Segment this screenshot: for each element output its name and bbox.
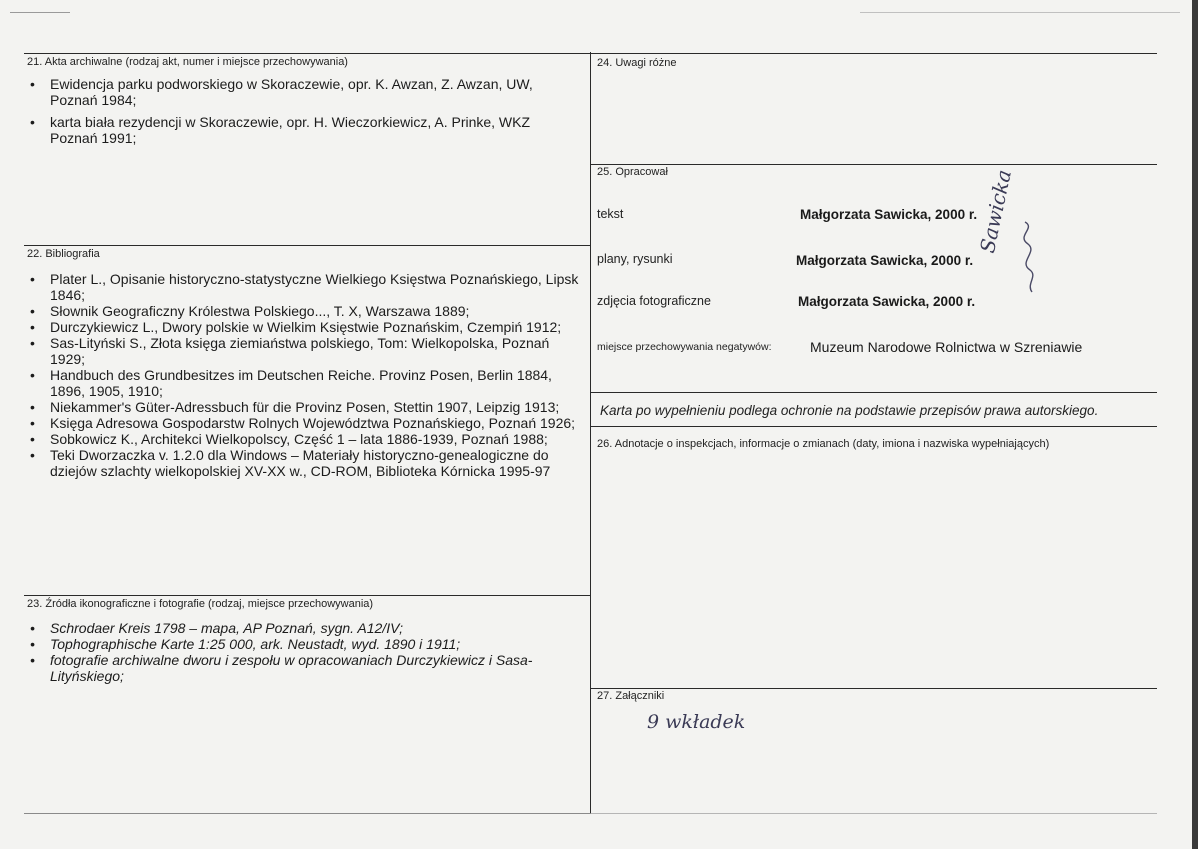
list-item: • Teki Dworzaczka v. 1.2.0 dla Windows – Materiały historyczno-genealogiczne do dziejów szlachty wielkopolskiej XV-XX w., CD-ROM, Biblioteka Kórnicka 1995-97	[26, 447, 581, 479]
negatives-location-value: Muzeum Narodowe Rolnictwa w Szreniawie	[810, 339, 1083, 355]
section-22-list	[26, 271, 581, 479]
author-row-photos-value: Małgorzata Sawicka, 2000 r.	[798, 294, 976, 309]
section-21-rule	[24, 53, 591, 54]
list-item: • fotografie archiwalne dworu i zespołu w opracowaniach Durczykiewicz i Sasa-Lityńskiego;	[26, 652, 556, 684]
section-27-label: 27. Załączniki	[597, 690, 665, 702]
section-25-label: 25. Opracował	[597, 166, 668, 178]
list-item: • Tophographische Karte 1:25 000, ark. Neustadt, wyd. 1890 i 1911;	[26, 636, 556, 652]
section-27-rule	[591, 688, 1157, 689]
author-row-plans-value: Małgorzata Sawicka, 2000 r.	[796, 253, 974, 268]
list-item: • Handbuch des Grundbesitzes im Deutschen Reiche. Provinz Posen, Berlin 1884, 1896, 1905, 1910;	[26, 367, 581, 399]
section-21-list	[26, 76, 571, 152]
section-21-label: 21. Akta archiwalne (rodzaj akt, numer i miejsce przechowywania)	[27, 56, 348, 68]
author-signature: Sawicka	[975, 167, 1017, 255]
top-faint-line-left	[10, 12, 70, 13]
list-item: • Sas-Lityński S., Złota księga ziemiaństwa polskiego, Tom: Wielkopolska, Poznań 1929;	[26, 335, 581, 367]
section-23-rule	[24, 595, 591, 596]
section-24-label: 24. Uwagi różne	[597, 57, 677, 69]
bottom-rule-right	[591, 813, 1157, 814]
author-row-text-value: Małgorzata Sawicka, 2000 r.	[800, 207, 978, 222]
section-25-rule	[591, 164, 1157, 165]
copyright-rule	[591, 392, 1157, 393]
list-item: • Słownik Geograficzny Królestwa Polskiego..., T. X, Warszawa 1889;	[26, 303, 581, 319]
list-item: • Ewidencja parku podworskiego w Skoraczewie, opr. K. Awzan, Z. Awzan, UW, Poznań 1984;	[26, 76, 571, 108]
list-item: • Sobkowicz K., Architekci Wielkopolscy, Część 1 – lata 1886-1939, Poznań 1988;	[26, 431, 581, 447]
list-item: • Niekammer's Güter-Adressbuch für die Provinz Posen, Stettin 1907, Leipzig 1913;	[26, 399, 581, 415]
section-24-rule	[591, 53, 1157, 54]
list-item: • karta biała rezydencji w Skoraczewie, opr. H. Wieczorkiewicz, A. Prinke, WKZ Poznań 1991;	[26, 114, 571, 146]
section-26-rule	[591, 426, 1157, 427]
author-row-plans-label: plany, rysunki	[597, 252, 673, 266]
section-26-label: 26. Adnotacje o inspekcjach, informacje o zmianach (daty, imiona i nazwiska wypełniających)	[597, 438, 1050, 450]
top-faint-line-right	[860, 12, 1180, 13]
section-22-rule	[24, 245, 591, 246]
negatives-location-label: miejsce przechowywania negatywów:	[597, 341, 772, 353]
author-row-photos-label: zdjęcia fotograficzne	[597, 294, 711, 308]
list-item: • Księga Adresowa Gospodarstw Rolnych Województwa Poznańskiego, Poznań 1926;	[26, 415, 581, 431]
section-23-list	[26, 620, 556, 684]
list-item: • Plater L., Opisanie historyczno-statystyczne Wielkiego Księstwa Poznańskiego, Lipsk 1846;	[26, 271, 581, 303]
author-row-text-label: tekst	[597, 207, 624, 221]
scan-edge	[1192, 0, 1198, 849]
list-item: • Durczykiewicz L., Dwory polskie w Wielkim Księstwie Poznańskim, Czempiń 1912;	[26, 319, 581, 335]
list-item: • Schrodaer Kreis 1798 – mapa, AP Poznań, sygn. A12/IV;	[26, 620, 556, 636]
attachments-handwritten: 9 wkładek	[647, 711, 746, 733]
bottom-rule-left	[24, 813, 591, 814]
copyright-note: Karta po wypełnieniu podlega ochronie na podstawie przepisów prawa autorskiego.	[600, 403, 1099, 418]
section-23-label: 23. Źródła ikonograficzne i fotografie (rodzaj, miejsce przechowywania)	[27, 598, 374, 610]
section-22-label: 22. Bibliografia	[27, 248, 100, 260]
signature-flourish	[1010, 218, 1040, 298]
column-divider	[590, 52, 591, 814]
